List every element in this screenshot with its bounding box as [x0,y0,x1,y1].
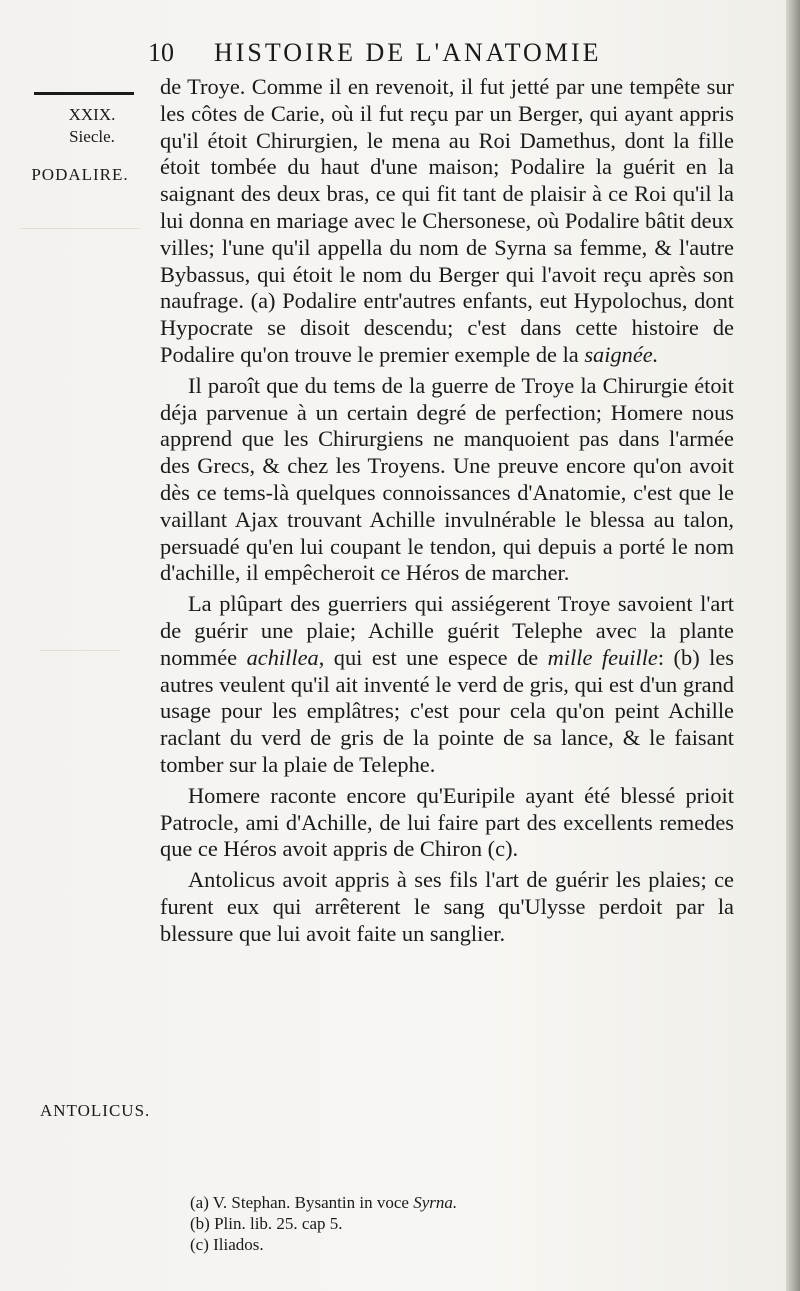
footnotes [190,1192,610,1255]
show-through-mark [20,228,140,243]
paragraph-5: Antolicus avoit appris à ses fils l'art de guérir les plaies; ce furent eux qui arrêterent le sang qu'Ulysse perdoit par la blessure que lui avoit faite un sanglier. [160,867,734,946]
margin-note-podalire: PODALIRE. [31,165,129,184]
paragraph-3-part2: , qui est une espece de [318,644,539,670]
paragraph-1 [160,74,734,369]
running-header [148,38,748,68]
body-text [160,74,734,948]
paragraph-3-italic1: achillea [246,644,319,670]
footnote-c: (c) Iliados. [190,1235,264,1254]
page-number: 10 [148,38,174,67]
running-title: HISTOIRE DE L'ANATOMIE [214,38,602,67]
paragraph-2: Il paroît que du tems de la guerre de Troye la Chirurgie étoit déja parvenue à un certain degré de perfection; Homere nous apprend que les Chirurgiens ne manquoient pas dans l'armée des Grecs, & chez les Troyens. Une preuve encore qu'on avoit dès ce tems-là quelques connoissances d'Anatomie, c'est que le vaillant Ajax trouvant Achille invulnérable le blessa au talon, persuadé qu'en lui coupant le tendon, qui depuis a porté le nom d'achille, il empêcheroit ce Héros de marcher. [160,372,734,586]
footnote-a-italic: Syrna. [413,1193,458,1212]
margin-note-century [40,104,144,148]
paragraph-1-italic: saignée. [584,341,659,367]
show-through-mark [40,650,120,691]
footnote-a-text: (a) V. Stephan. Bysantin in voce [190,1193,409,1212]
century-number: XXIX. [68,105,116,124]
paragraph-1-text: de Troye. Comme il en revenoit, il fut jetté par une tempête sur les côtes de Carie, où il fut reçu par un Berger, qui ayant appris qu'il étoit Chirurgien, le mena au Roi Damethus, dont la fille étoit tombée du haut d'une maison; Podalire la guérit en la saignant des deux bras, ce qui fit tant de plaisir à ce Roi qu'il la lui donna en mariage avec le Chersonese, où Podalire bâtit deux villes; l'une qu'il appella du nom de Syrna sa femme, & l'autre Bybassus, qui étoit le nom du Berger qui l'avoit reçu après son naufrage. (a) Podalire entr'autres enfants, eut Hypolochus, dont Hypocrate se disoit descendu; c'est dans cette histoire de Podalire qu'on trouve le premier exemple de la [160,74,734,367]
century-label: Siecle. [69,127,115,146]
paragraph-3-italic2: mille feuille [547,644,658,670]
paragraph-3-part1: La plûpart des guerriers qui assiégerent Troye savoient l'art de guérir une plaie; Achille guérit Telephe avec la plante nommée [160,591,734,670]
margin-rule [34,92,134,95]
paragraph-4: Homere raconte encore qu'Euripile ayant été blessé prioit Patrocle, ami d'Achille, de lui faire part des excellents remedes que ce Héros avoit appris de Chiron (c). [160,782,734,862]
footnote-b: (b) Plin. lib. 25. cap 5. [190,1214,343,1233]
paragraph-3-part3: : (b) les autres veulent qu'il ait inventé le verd de gris, qui est d'un grand usage pour les emplâtres; c'est pour cela qu'on peint Achille raclant du verd de gris de la pointe de sa lance, & le faisant tomber sur la plaie de Telephe. [160,644,734,777]
margin-note-antolicus: ANTOLICUS. [40,1101,151,1120]
paragraph-3 [160,591,734,779]
page-spine-shadow [786,0,800,1291]
footnote-a [190,1192,610,1213]
